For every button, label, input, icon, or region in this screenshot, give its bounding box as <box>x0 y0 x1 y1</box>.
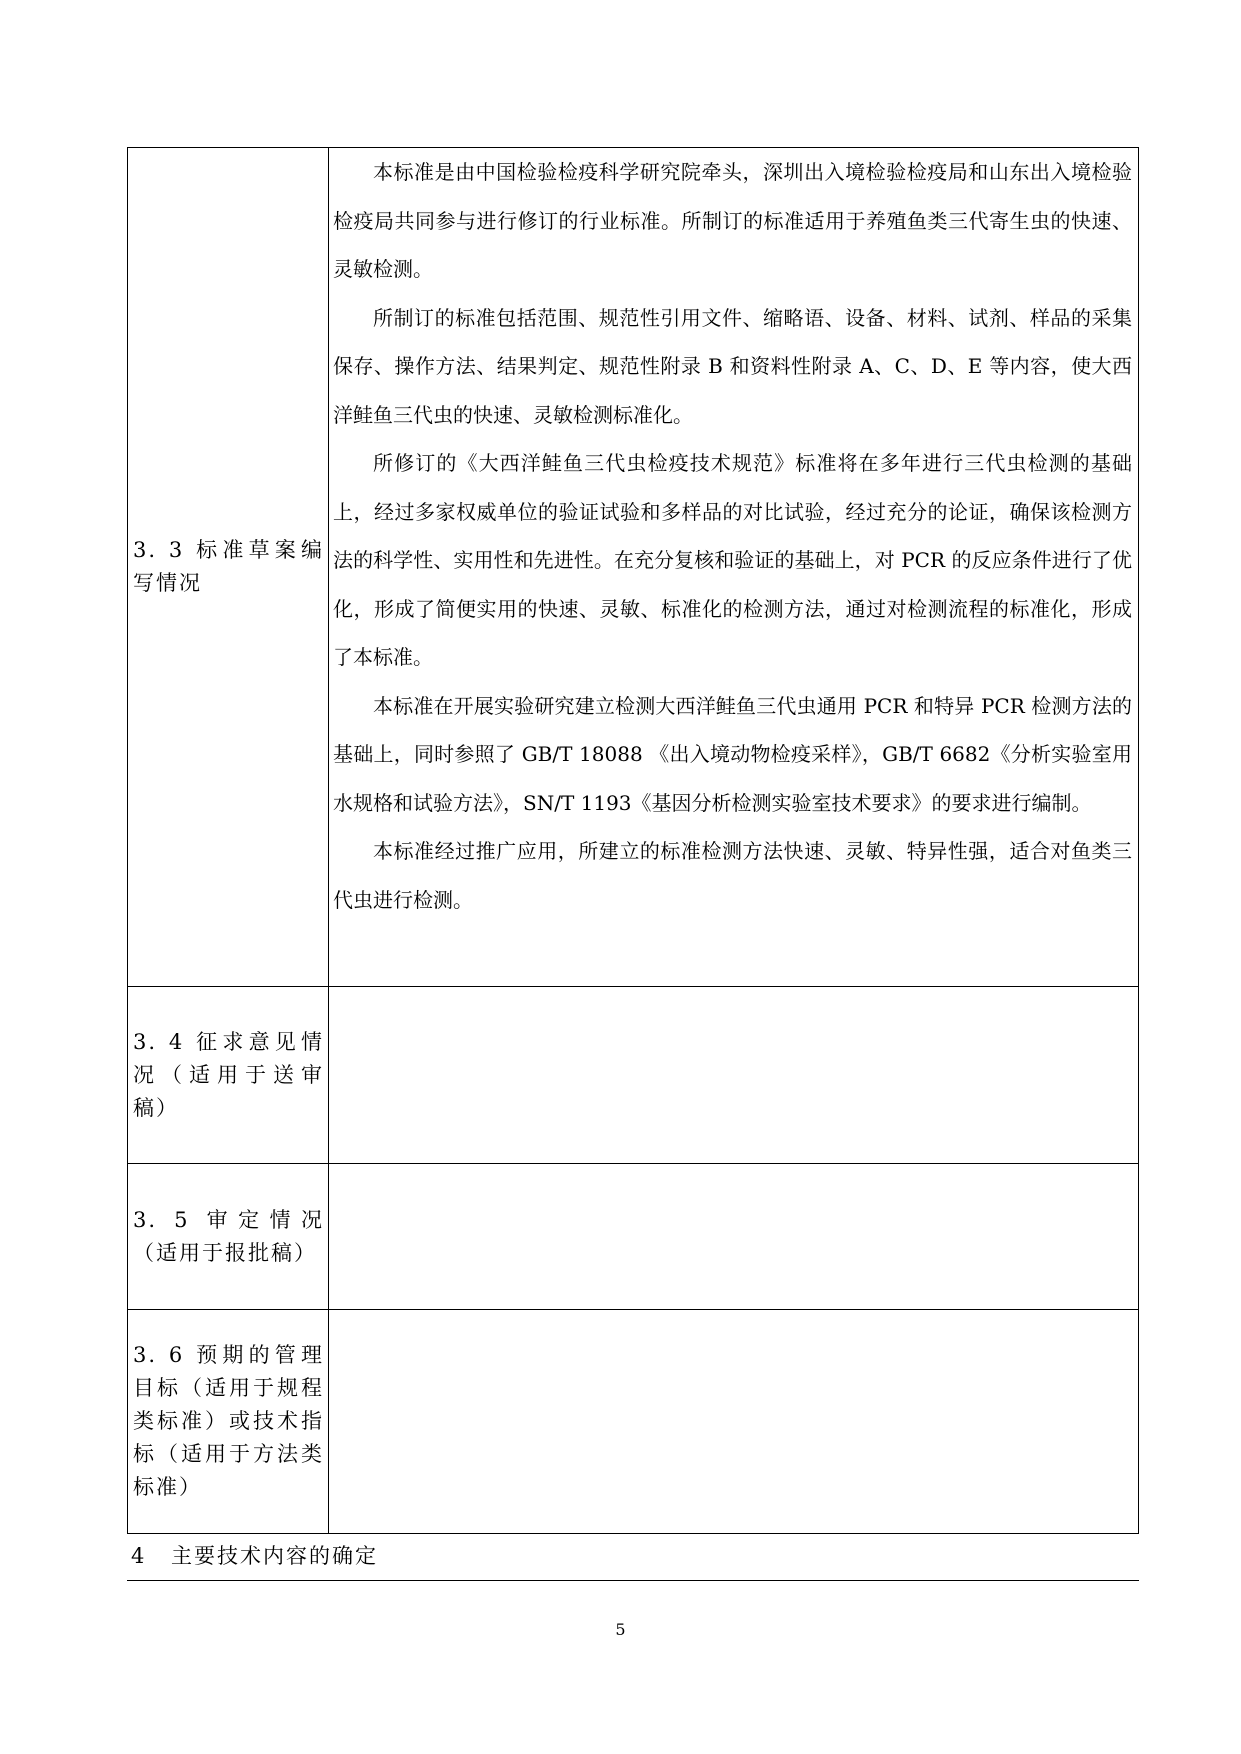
standard-info-table <box>127 147 1139 1534</box>
row-label: 3. 5 审定情况（适用于报批稿） <box>133 1207 324 1265</box>
row-label: 3. 3 标准草案编写情况 <box>133 538 324 595</box>
table-row <box>128 148 1139 987</box>
content-paragraph: 所制订的标准包括范围、规范性引用文件、缩略语、设备、材料、试剂、样品的采集保存、操作方法、结果判定、规范性附录 B 和资料性附录 A、C、D、E 等内容，使大西洋鲑鱼三代虫的快速、灵敏检测标准化。 <box>333 305 1132 427</box>
divider <box>127 1580 1139 1581</box>
content-paragraph: 本标准是由中国检验检疫科学研究院牵头，深圳出入境检验检疫局和山东出入境检验检疫局共同参与进行修订的行业标准。所制订的标准适用于养殖鱼类三代寄生虫的快速、灵敏检测。 <box>333 160 1132 281</box>
page-number: 5 <box>615 1620 626 1639</box>
row-label-cell <box>128 1164 329 1310</box>
content-paragraph: 本标准在开展实验研究建立检测大西洋鲑鱼三代虫通用 PCR 和特异 PCR 检测方法的基础上，同时参照了 GB/T 18088 《出入境动物检疫采样》，GB/T 6682《分析实验室用水规格和试验方法》，SN/T 1193《基因分析检测实验室技术要求》的要求进行编制。 <box>333 693 1132 815</box>
row-content-cell <box>329 148 1139 987</box>
row-label-cell <box>128 987 329 1164</box>
row-label-cell <box>128 1310 329 1534</box>
table-row <box>128 987 1139 1164</box>
row-content-cell-empty <box>329 987 1139 1164</box>
row-label: 3. 4 征求意见情况（适用于送审稿） <box>133 1029 324 1120</box>
content-paragraph: 本标准经过推广应用，所建立的标准检测方法快速、灵敏、特异性强，适合对鱼类三代虫进行检测。 <box>333 839 1132 912</box>
content-paragraph: 所修订的《大西洋鲑鱼三代虫检疫技术规范》标准将在多年进行三代虫检测的基础上，经过多家权威单位的验证试验和多样品的对比试验，经过充分的论证，确保该检测方法的科学性、实用性和先进性。在充分复核和验证的基础上，对 PCR 的反应条件进行了优化，形成了简便实用的快速、灵敏、标准化的检测方法，通过对检测流程的标准化，形成了本标准。 <box>333 451 1132 669</box>
row-label: 3. 6 预期的管理目标（适用于规程类标准）或技术指标（适用于方法类标准） <box>133 1343 324 1499</box>
row-content-cell-empty <box>329 1164 1139 1310</box>
section-number: 4 <box>131 1544 147 1568</box>
section-title: 主要技术内容的确定 <box>171 1544 378 1568</box>
table-row <box>128 1164 1139 1310</box>
row-content-cell-empty <box>329 1310 1139 1534</box>
section-heading <box>131 1541 378 1571</box>
table-row <box>128 1310 1139 1534</box>
row-label-cell <box>128 148 329 987</box>
